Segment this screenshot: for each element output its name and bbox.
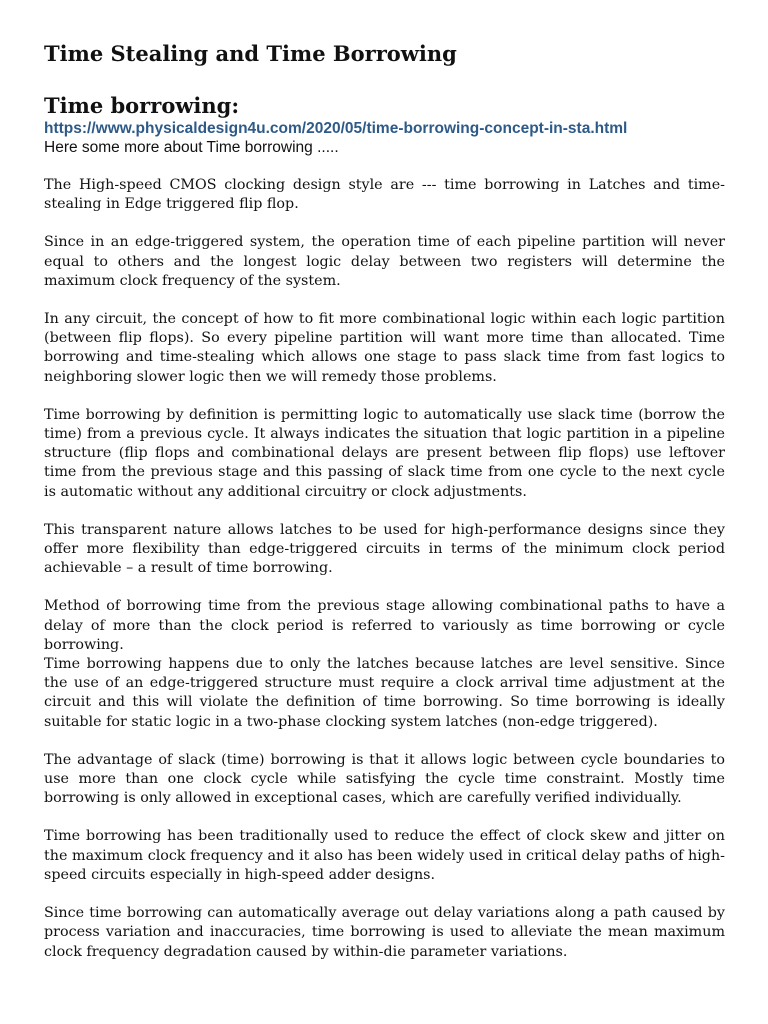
paragraph-clock-skew: Time borrowing has been traditionally used to reduce the effect of clock skew and jitter on the maximum clock frequency and it also has been widely used in critical delay paths of high-speed circuits especially in high-speed adder designs.: [44, 828, 725, 883]
paragraph-edge-triggered: Since in an edge-triggered system, the operation time of each pipeline partition will never equal to others and the longest logic delay between two registers will determine the maximum clock frequency of the system.: [44, 234, 725, 289]
paragraph-delay-variation: Since time borrowing can automatically average out delay variations along a path caused by process variation and inaccuracies, time borrowing is used to alleviate the mean maximum clock frequency degradation caused by within-die parameter variations.: [44, 905, 725, 960]
paragraph-transparent-latches: This transparent nature allows latches to be used for high-performance designs since they offer more flexibility than edge-triggered circuits in terms of the minimum clock period achievable – a result of time borrowing.: [44, 521, 725, 577]
paragraph-definition: Time borrowing by definition is permitting logic to automatically use slack time (borrow the time) from a previous cycle. It always indicates the situation that logic partition in a pipeline structure (flip flops and combinational delays are present between flip flops) use leftover time from the previous stage and this passing of slack time from one cycle to the next cycle is automatic without any additional circuitry or clock adjustments.: [44, 406, 725, 500]
document-page: [44, 40, 725, 962]
paragraph-borrowing-method: Method of borrowing time from the previous stage allowing combinational paths to have a delay of more than the clock period is referred to variously as time borrowing or cycle borrowing.: [44, 598, 725, 653]
reference-link[interactable]: https://www.physicaldesign4u.com/2020/05/time-borrowing-concept-in-sta.html: [44, 120, 628, 137]
paragraph-clocking-style: The High-speed CMOS clocking design style are --- time borrowing in Latches and time-stealing in Edge triggered flip flop.: [44, 177, 725, 213]
intro-note: Here some more about Time borrowing .....: [44, 139, 339, 156]
document-title: Time Stealing and Time Borrowing: [44, 41, 457, 66]
paragraph-level-sensitive: Time borrowing happens due to only the latches because latches are level sensitive. Since the use of an edge-triggered structure must require a clock arrival time adjustment at the circuit and this will violate the definition of time borrowing. So time borrowing is ideally suitable for static logic in a two-phase clocking system latches (non-edge triggered).: [44, 656, 725, 730]
section-heading: Time borrowing:: [44, 93, 240, 118]
paragraph-combinational-logic: In any circuit, the concept of how to fit more combinational logic within each logic partition (between flip flops). So every pipeline partition will want more time than allocated. Time borrowing and time-stealing which allows one stage to pass slack time from fast logics to neighboring slower logic then we will remedy those problems.: [44, 311, 725, 385]
paragraph-advantage: The advantage of slack (time) borrowing is that it allows logic between cycle boundaries to use more than one clock cycle while satisfying the cycle time constraint. Mostly time borrowing is only allowed in exceptional cases, which are carefully verified individually.: [44, 751, 725, 807]
